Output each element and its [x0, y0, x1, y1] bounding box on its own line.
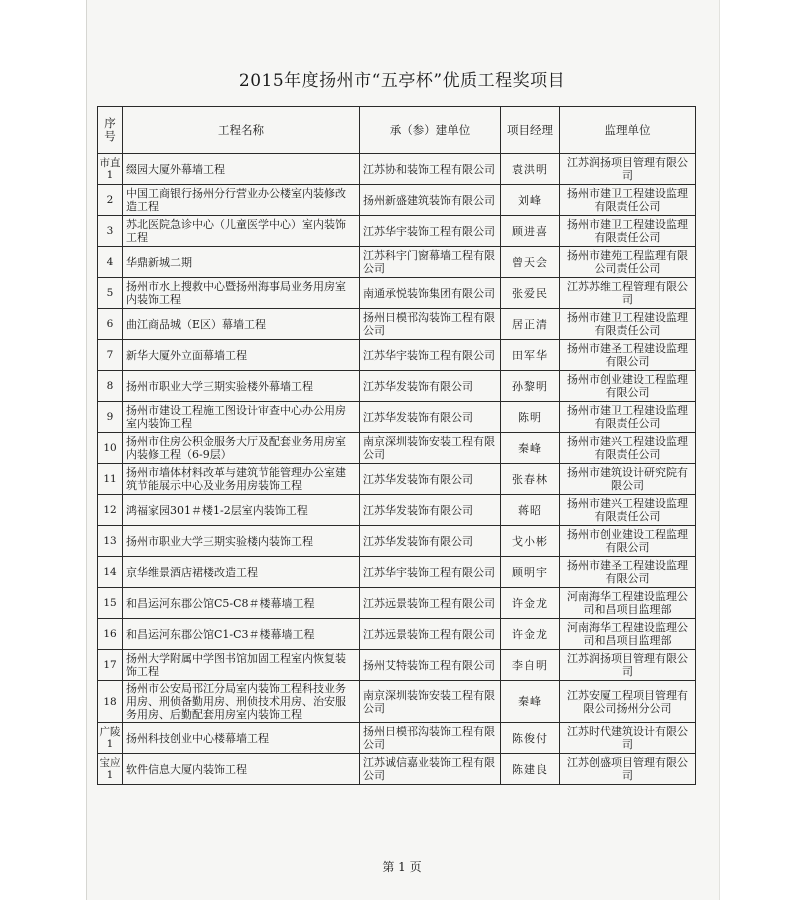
supervisor-cell: 江苏润扬项目管理有限公司	[560, 154, 696, 185]
supervisor-cell: 江苏创盛项目管理有限公司	[560, 754, 696, 785]
manager-cell: 张爱民	[501, 278, 560, 309]
project-name-cell: 扬州科技创业中心楼幕墙工程	[123, 723, 360, 754]
contractor-cell: 南京深圳装饰安装工程有限公司	[360, 433, 501, 464]
manager-cell: 秦峰	[501, 681, 560, 723]
manager-cell: 张春林	[501, 464, 560, 495]
supervisor-cell: 江苏时代建筑设计有限公司	[560, 723, 696, 754]
supervisor-cell: 江苏润扬项目管理有限公司	[560, 650, 696, 681]
supervisor-cell: 扬州市建兴工程建设监理有限责任公司	[560, 495, 696, 526]
awards-table	[97, 106, 696, 785]
project-name-cell: 中国工商银行扬州分行营业办公楼室内装修改造工程	[123, 185, 360, 216]
supervisor-cell: 河南海华工程建设监理公司和昌项目监理部	[560, 588, 696, 619]
supervisor-cell: 扬州市建兴工程建设监理有限责任公司	[560, 433, 696, 464]
project-name-cell: 缀园大厦外幕墙工程	[123, 154, 360, 185]
table-row	[98, 588, 696, 619]
manager-cell: 许金龙	[501, 619, 560, 650]
header-project-manager: 项目经理	[501, 107, 560, 154]
contractor-cell: 南京深圳装饰安装工程有限公司	[360, 681, 501, 723]
contractor-cell: 江苏华发装饰有限公司	[360, 402, 501, 433]
project-name-cell: 软件信息大厦内装饰工程	[123, 754, 360, 785]
project-name-cell: 鸿福家园301＃楼1-2层室内装饰工程	[123, 495, 360, 526]
serial-cell: 市直1	[98, 154, 123, 185]
project-name-cell: 扬州市职业大学三期实验楼内装饰工程	[123, 526, 360, 557]
serial-cell: 4	[98, 247, 123, 278]
serial-cell: 6	[98, 309, 123, 340]
serial-cell: 11	[98, 464, 123, 495]
table-row	[98, 402, 696, 433]
supervisor-cell: 扬州市建圣工程建设监理有限公司	[560, 557, 696, 588]
serial-cell: 3	[98, 216, 123, 247]
table-row	[98, 185, 696, 216]
contractor-cell: 扬州日模邗沟装饰工程有限公司	[360, 723, 501, 754]
project-name-cell: 扬州市墙体材料改革与建筑节能管理办公室建筑节能展示中心及业务用房装饰工程	[123, 464, 360, 495]
contractor-cell: 江苏诚信嘉业装饰工程有限公司	[360, 754, 501, 785]
manager-cell: 陈俊付	[501, 723, 560, 754]
contractor-cell: 江苏协和装饰工程有限公司	[360, 154, 501, 185]
serial-cell: 10	[98, 433, 123, 464]
manager-cell: 田军华	[501, 340, 560, 371]
serial-cell: 13	[98, 526, 123, 557]
project-name-cell: 扬州大学附属中学图书馆加固工程室内恢复装饰工程	[123, 650, 360, 681]
contractor-cell: 江苏华宇装饰工程有限公司	[360, 340, 501, 371]
table-row	[98, 681, 696, 723]
project-name-cell: 扬州市住房公积金服务大厅及配套业务用房室内装修工程（6-9层）	[123, 433, 360, 464]
table-row	[98, 433, 696, 464]
manager-cell: 陈明	[501, 402, 560, 433]
contractor-cell: 江苏华发装饰有限公司	[360, 464, 501, 495]
contractor-cell: 江苏华发装饰有限公司	[360, 371, 501, 402]
supervisor-cell: 河南海华工程建设监理公司和昌项目监理部	[560, 619, 696, 650]
supervisor-cell: 扬州市创业建设工程监理有限公司	[560, 371, 696, 402]
supervisor-cell: 江苏苏维工程管理有限公司	[560, 278, 696, 309]
contractor-cell: 江苏华宇装饰工程有限公司	[360, 216, 501, 247]
page-number: 第 1 页	[382, 860, 422, 874]
table-row	[98, 495, 696, 526]
contractor-cell: 江苏远景装饰工程有限公司	[360, 619, 501, 650]
manager-cell: 秦峰	[501, 433, 560, 464]
project-name-cell: 和昌运河东郡公馆C1-C3＃楼幕墙工程	[123, 619, 360, 650]
project-name-cell: 曲江商品城（E区）幕墙工程	[123, 309, 360, 340]
supervisor-cell: 扬州市建苑工程监理有限公司责任公司	[560, 247, 696, 278]
manager-cell: 陈建良	[501, 754, 560, 785]
serial-cell: 7	[98, 340, 123, 371]
contractor-cell: 江苏远景装饰工程有限公司	[360, 588, 501, 619]
supervisor-cell: 扬州市建卫工程建设监理有限责任公司	[560, 309, 696, 340]
manager-cell: 孙黎明	[501, 371, 560, 402]
contractor-cell: 江苏科宇门窗幕墙工程有限公司	[360, 247, 501, 278]
manager-cell: 顾明宇	[501, 557, 560, 588]
contractor-cell: 扬州艾特装饰工程有限公司	[360, 650, 501, 681]
serial-cell: 15	[98, 588, 123, 619]
supervisor-cell: 扬州市创业建设工程监理有限公司	[560, 526, 696, 557]
serial-cell: 12	[98, 495, 123, 526]
table-header-row	[98, 107, 696, 154]
header-project-name: 工程名称	[123, 107, 360, 154]
manager-cell: 许金龙	[501, 588, 560, 619]
table-row	[98, 650, 696, 681]
header-serial-number: 序号	[98, 107, 123, 154]
serial-cell: 18	[98, 681, 123, 723]
header-contractor: 承（参）建单位	[360, 107, 501, 154]
document-title: 2015年度扬州市“五亭杯”优质工程奖项目	[238, 71, 566, 91]
table-row	[98, 526, 696, 557]
project-name-cell: 和昌运河东郡公馆C5-C8＃楼幕墙工程	[123, 588, 360, 619]
table-row	[98, 371, 696, 402]
serial-cell: 8	[98, 371, 123, 402]
table-row	[98, 278, 696, 309]
manager-cell: 戈小彬	[501, 526, 560, 557]
manager-cell: 袁洪明	[501, 154, 560, 185]
project-name-cell: 京华维景酒店裙楼改造工程	[123, 557, 360, 588]
project-name-cell: 新华大厦外立面幕墙工程	[123, 340, 360, 371]
manager-cell: 曾天会	[501, 247, 560, 278]
manager-cell: 居正清	[501, 309, 560, 340]
table-row	[98, 723, 696, 754]
table-row	[98, 247, 696, 278]
contractor-cell: 扬州新盛建筑装饰有限公司	[360, 185, 501, 216]
serial-cell: 16	[98, 619, 123, 650]
contractor-cell: 江苏华发装饰有限公司	[360, 495, 501, 526]
serial-cell: 9	[98, 402, 123, 433]
manager-cell: 蒋昭	[501, 495, 560, 526]
manager-cell: 李自明	[501, 650, 560, 681]
serial-cell: 宝应1	[98, 754, 123, 785]
table-row	[98, 216, 696, 247]
serial-cell: 广陵1	[98, 723, 123, 754]
contractor-cell: 江苏华发装饰有限公司	[360, 526, 501, 557]
table-row	[98, 154, 696, 185]
table-row	[98, 619, 696, 650]
table-row	[98, 309, 696, 340]
table-row	[98, 754, 696, 785]
supervisor-cell: 江苏安厦工程项目管理有限公司扬州分公司	[560, 681, 696, 723]
supervisor-cell: 扬州市建卫工程建设监理有限责任公司	[560, 216, 696, 247]
supervisor-cell: 扬州市建卫工程建设监理有限责任公司	[560, 402, 696, 433]
header-supervisor: 监理单位	[560, 107, 696, 154]
contractor-cell: 南通承悦装饰集团有限公司	[360, 278, 501, 309]
project-name-cell: 苏北医院急诊中心（儿童医学中心）室内装饰工程	[123, 216, 360, 247]
manager-cell: 刘峰	[501, 185, 560, 216]
project-name-cell: 扬州市水上搜救中心暨扬州海事局业务用房室内装饰工程	[123, 278, 360, 309]
supervisor-cell: 扬州市建卫工程建设监理有限责任公司	[560, 185, 696, 216]
project-name-cell: 扬州市职业大学三期实验楼外幕墙工程	[123, 371, 360, 402]
contractor-cell: 扬州日模邗沟装饰工程有限公司	[360, 309, 501, 340]
contractor-cell: 江苏华宇装饰工程有限公司	[360, 557, 501, 588]
supervisor-cell: 扬州市建圣工程建设监理有限公司	[560, 340, 696, 371]
serial-cell: 2	[98, 185, 123, 216]
table-row	[98, 464, 696, 495]
serial-cell: 14	[98, 557, 123, 588]
project-name-cell: 扬州市公安局邗江分局室内装饰工程科技业务用房、刑侦备勤用房、刑侦技术用房、治安服务用房、后勤配套用房室内装饰工程	[123, 681, 360, 723]
project-name-cell: 华鼎新城二期	[123, 247, 360, 278]
project-name-cell: 扬州市建设工程施工图设计审查中心办公用房室内装饰工程	[123, 402, 360, 433]
table-row	[98, 557, 696, 588]
serial-cell: 17	[98, 650, 123, 681]
table-row	[98, 340, 696, 371]
supervisor-cell: 扬州市建筑设计研究院有限公司	[560, 464, 696, 495]
serial-cell: 5	[98, 278, 123, 309]
manager-cell: 顾进喜	[501, 216, 560, 247]
